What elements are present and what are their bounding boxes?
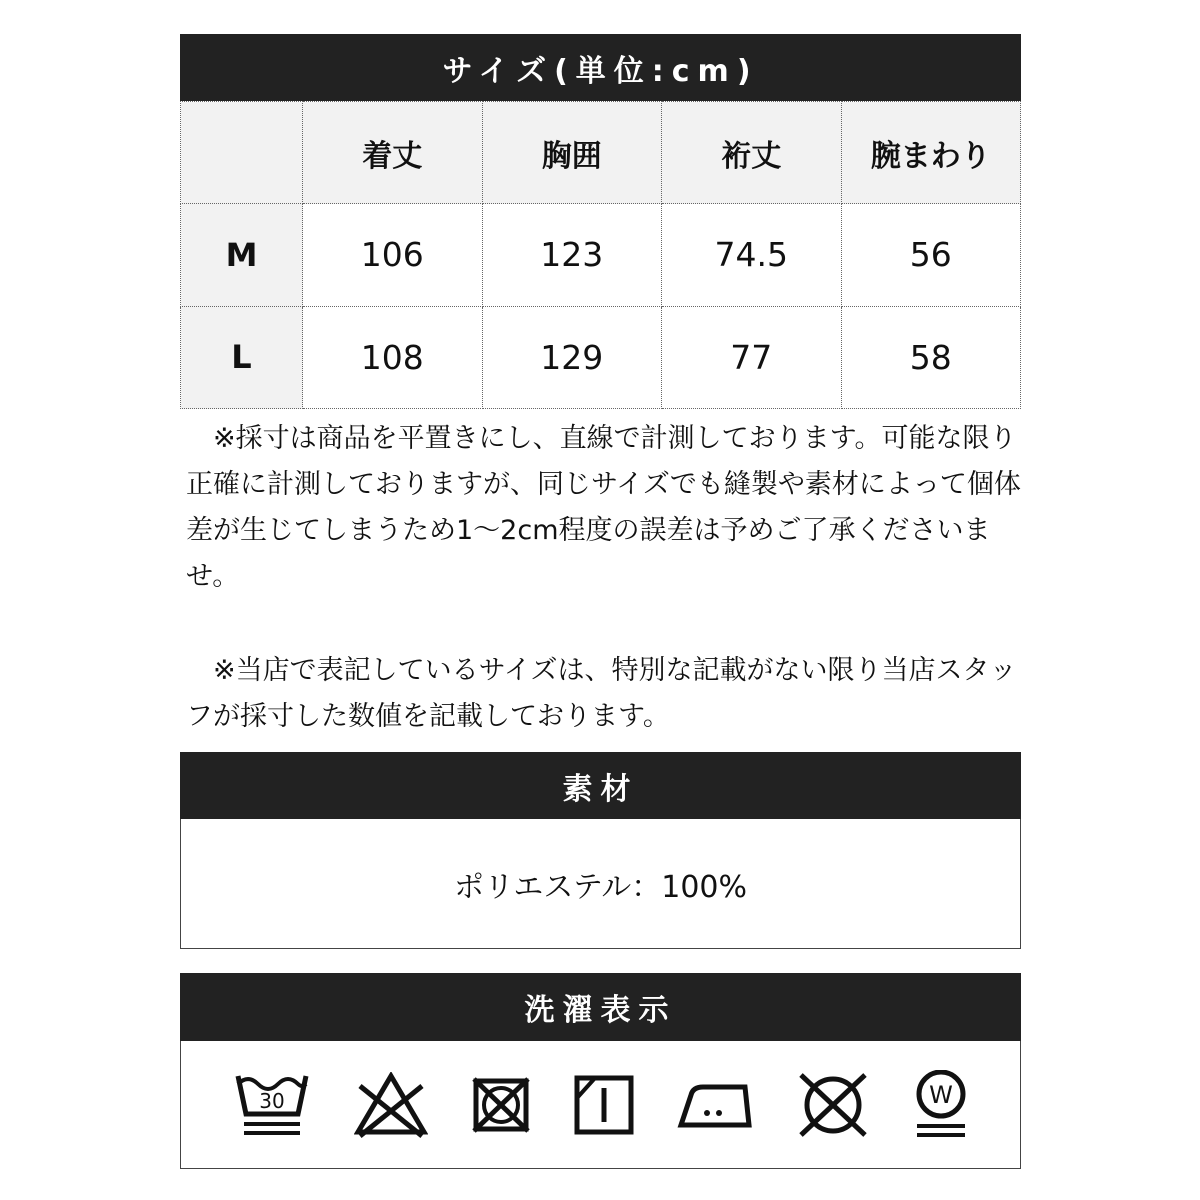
material-section-title: 素材 [562, 771, 639, 807]
table-cell: 106 [303, 204, 483, 306]
size-table [180, 101, 1021, 409]
no-dry-clean-icon [795, 1071, 871, 1139]
no-tumble-dry-icon [470, 1075, 532, 1135]
table-header-row [181, 102, 1021, 204]
row-header-size: L [181, 306, 303, 408]
column-header-length: 着丈 [303, 102, 483, 204]
care-symbols-box [180, 1041, 1021, 1169]
table-cell: 58 [841, 306, 1021, 408]
iron-low-icon [677, 1079, 753, 1131]
care-section-title: 洗濯表示 [524, 993, 677, 1028]
material-content: ポリエステル：100% [453, 869, 748, 905]
table-row [181, 204, 1021, 306]
row-header-size: M [181, 204, 303, 306]
staff-measurement-note: ※当店で表記しているサイズは、特別な記載がない限り当店スタッフが採寸した数値を記載しております。 [186, 655, 1017, 732]
care-section-header [180, 973, 1021, 1041]
table-cell: 108 [303, 306, 483, 408]
table-cell: 77 [662, 306, 842, 408]
size-section-header [180, 34, 1021, 101]
size-section-title: サイズ(単位:cm) [442, 53, 759, 89]
wash-30-gentle-icon [232, 1070, 312, 1140]
wash-temperature-label: 30 [259, 1088, 285, 1113]
column-header-chest: 胸囲 [482, 102, 662, 204]
material-section-header [180, 752, 1021, 819]
table-cell: 129 [482, 306, 662, 408]
column-header-sleeve-length: 裄丈 [662, 102, 842, 204]
measurement-note: ※採寸は商品を平置きにし、直線で計測しております。可能な限り正確に計測しておりますが、同じサイズでも縫製や素材によって個体差が生じてしまうため1～2cm程度の誤差は予めご了承くださいませ。 [186, 423, 1021, 592]
no-bleach-icon [354, 1072, 428, 1138]
line-dry-shade-icon [573, 1074, 635, 1136]
column-header-arm-circumference: 腕まわり [841, 102, 1021, 204]
table-cell: 56 [841, 204, 1021, 306]
table-row [181, 306, 1021, 408]
table-cell: 123 [482, 204, 662, 306]
table-cell: 74.5 [662, 204, 842, 306]
material-box [180, 819, 1021, 949]
wet-clean-label: W [929, 1080, 953, 1109]
table-corner-cell [181, 102, 303, 204]
wet-clean-gentle-icon [913, 1070, 969, 1140]
